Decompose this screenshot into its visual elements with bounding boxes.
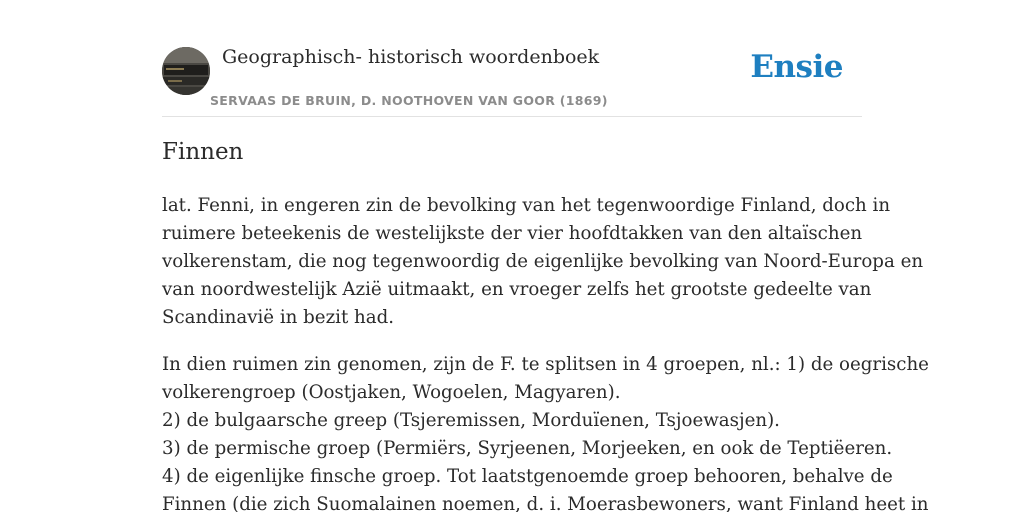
paragraph-line: In dien ruimen zin genomen, zijn de F. te splitsen in 4 groepen, nl.: 1) de oegrische — [162, 354, 929, 375]
book-cover-icon[interactable] — [162, 47, 210, 95]
book-author: SERVAAS DE BRUIN, D. NOOTHOVEN VAN GOOR (1869) — [210, 93, 608, 108]
paragraph-line: van noordwestelijk Azië uitmaakt, en vroeger zelfs het grootste gedeelte van — [162, 279, 872, 300]
brand-logo[interactable]: Ensie — [750, 49, 843, 85]
book-title[interactable]: Geographisch- historisch woordenboek — [222, 46, 600, 68]
paragraph-line: volkerengroep (Oostjaken, Wogoelen, Magyaren). — [162, 382, 621, 403]
paragraph-line: Scandinavië in bezit had. — [162, 307, 395, 328]
paragraph-line: 3) de permische groep (Permiërs, Syrjeenen, Morjeeken, en ook de Teptiëeren. — [162, 438, 893, 459]
paragraph-line: volkerenstam, die nog tegenwoordig de eigenlijke bevolking van Noord-Europa en — [162, 251, 924, 272]
entry-paragraph-1 — [162, 192, 924, 332]
paragraph-line: 2) de bulgaarsche greep (Tsjeremissen, Morduïenen, Tsjoewasjen). — [162, 410, 780, 431]
paragraph-line: 4) de eigenlijke finsche groep. Tot laatstgenoemde groep behooren, behalve de — [162, 466, 893, 487]
entry-paragraph-2 — [162, 351, 929, 512]
paragraph-line: lat. Fenni, in engeren zin de bevolking van het tegenwoordige Finland, doch in — [162, 195, 891, 216]
paragraph-line: Finnen (die zich Suomalainen noemen, d. i. Moerasbewoners, want Finland heet in — [162, 494, 929, 512]
entry-title: Finnen — [162, 139, 244, 165]
book-header — [162, 40, 862, 117]
paragraph-line: ruimere beteekenis de westelijkste der vier hoofdtakken van den altaïschen — [162, 223, 863, 244]
